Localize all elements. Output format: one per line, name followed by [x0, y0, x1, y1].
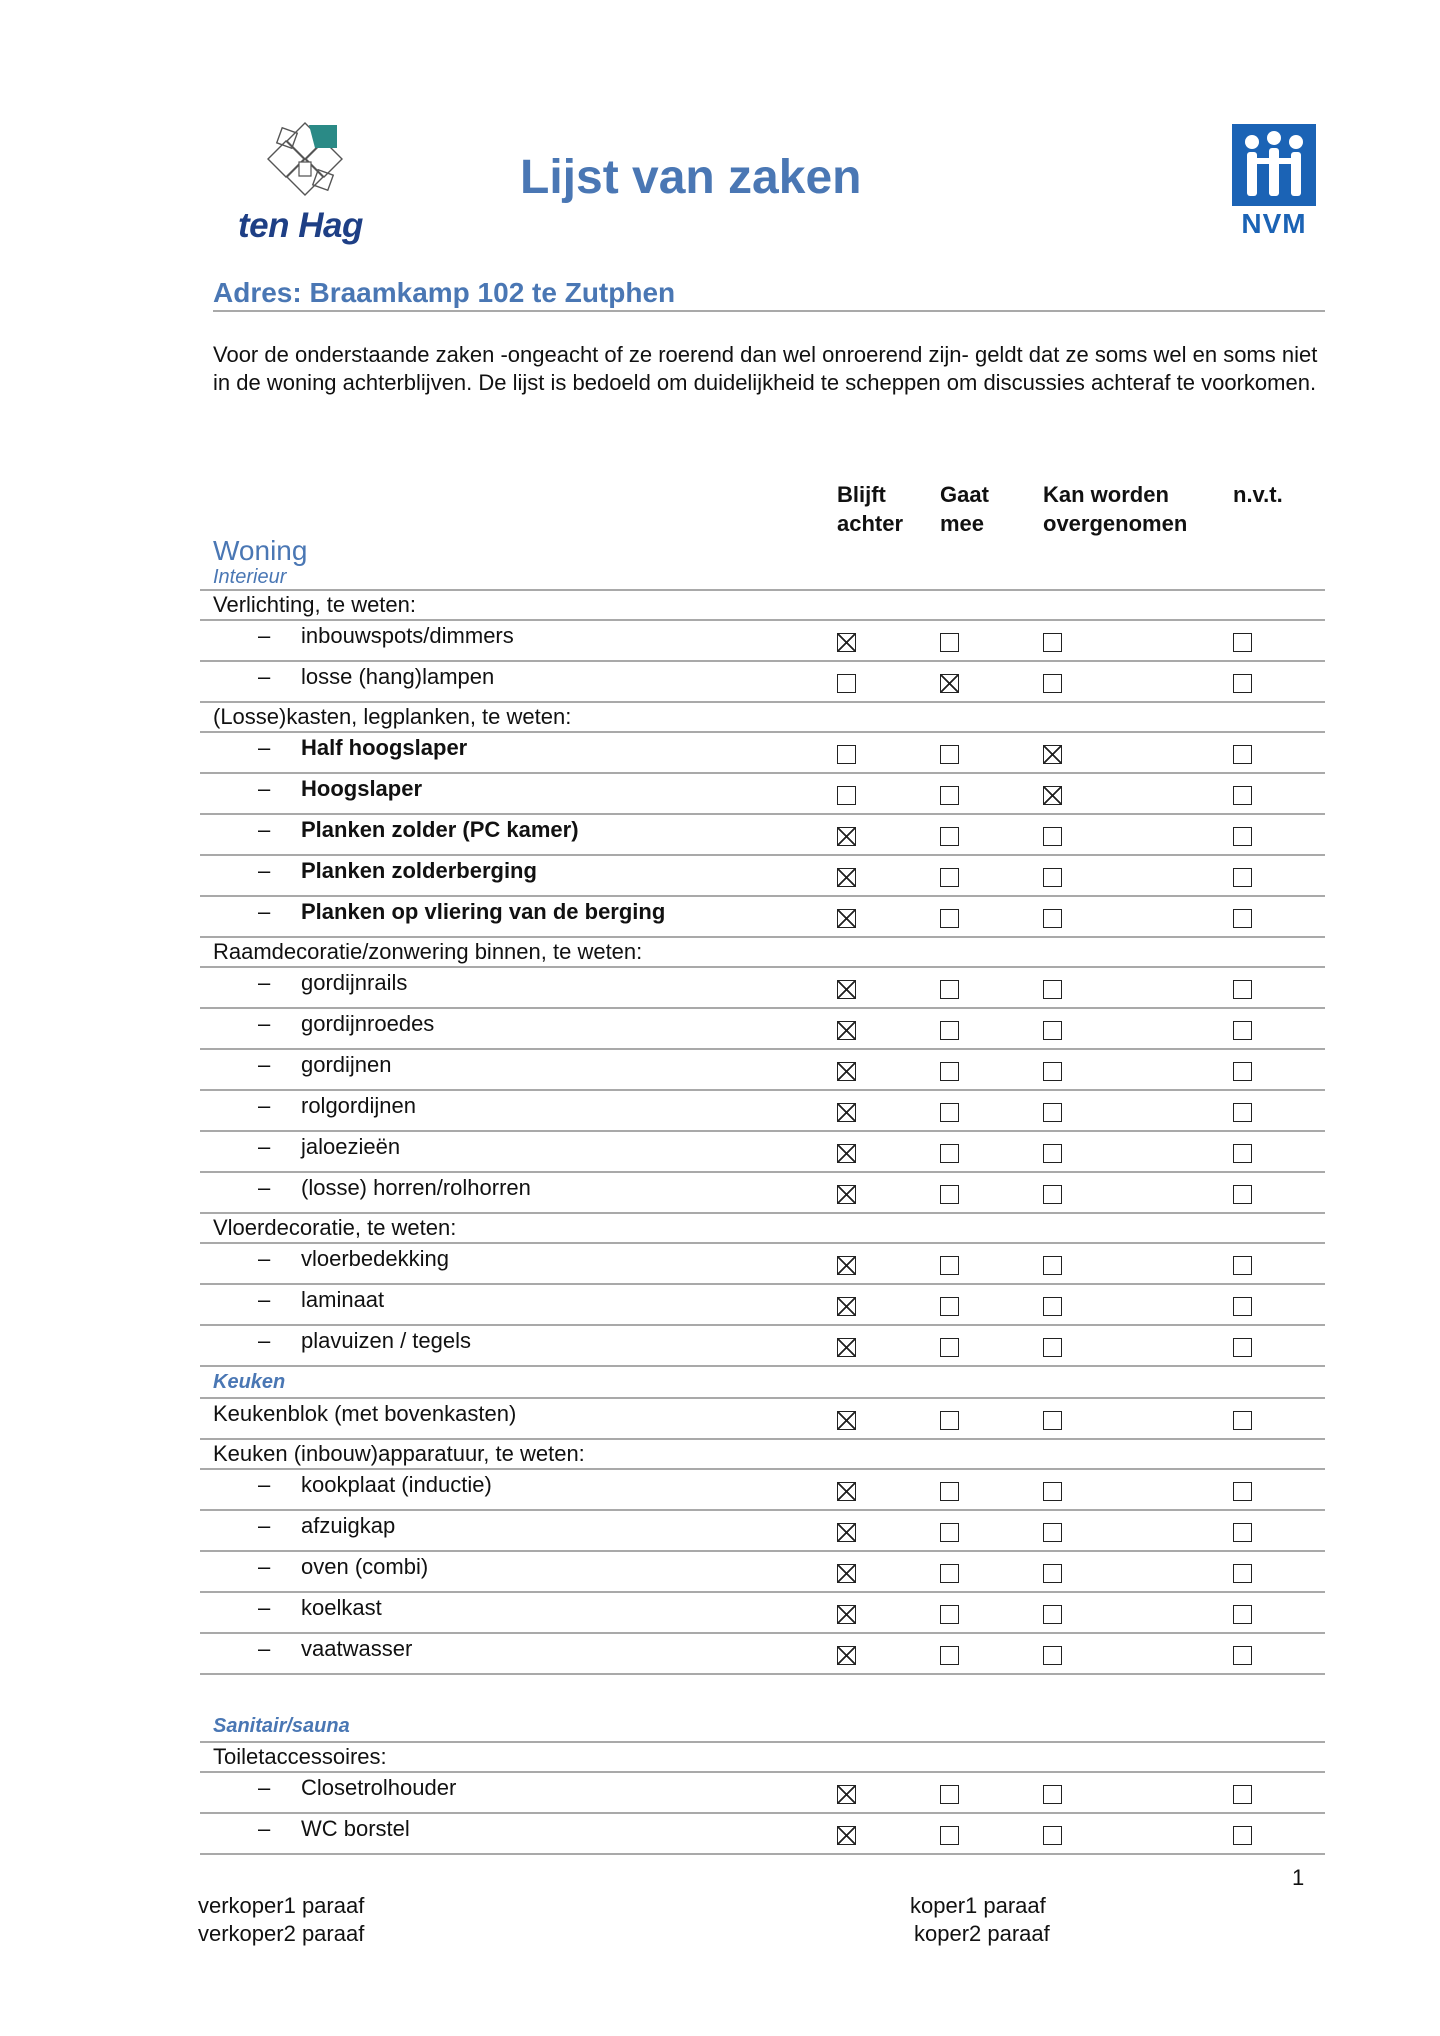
checkbox-blijft-achter[interactable]	[837, 1062, 856, 1081]
checkbox-blijft-achter[interactable]	[837, 1338, 856, 1357]
item-label: jaloezieën	[301, 1134, 401, 1159]
item-label: gordijnrails	[301, 970, 408, 995]
item-label: gordijnen	[301, 1052, 392, 1077]
checkbox-blijft-achter[interactable]	[837, 868, 856, 887]
address-heading: Adres: Braamkamp 102 te Zutphen	[213, 277, 676, 308]
checkbox-nvt[interactable]	[1233, 980, 1252, 999]
checkbox-blijft-achter[interactable]	[837, 1826, 856, 1845]
checklist-table	[200, 589, 1325, 1855]
group-header	[200, 938, 1325, 968]
checkbox-kan-worden-overgenomen[interactable]	[1043, 1297, 1062, 1316]
seller2-paraaf: verkoper2 paraaf	[198, 1921, 365, 1946]
checkbox-nvt[interactable]	[1233, 633, 1252, 652]
page-title: Lijst van zaken	[520, 151, 862, 204]
table-row: – vaatwasser	[200, 1634, 1325, 1675]
checkbox-kan-worden-overgenomen[interactable]	[1043, 786, 1062, 805]
item-label: Planken zolderberging	[301, 858, 537, 883]
group-label: (Losse)kasten, legplanken, te weten:	[213, 704, 572, 729]
checkbox-blijft-achter[interactable]	[837, 745, 856, 764]
table-row: – vloerbedekking	[200, 1244, 1325, 1285]
checkbox-kan-worden-overgenomen[interactable]	[1043, 909, 1062, 928]
group-label: Keuken (inbouw)apparatuur, te weten:	[213, 1441, 585, 1466]
checkbox-kan-worden-overgenomen[interactable]	[1043, 1185, 1062, 1204]
item-label: Closetrolhouder	[301, 1775, 457, 1800]
checkbox-gaat-mee[interactable]	[940, 1338, 959, 1357]
checkbox-nvt[interactable]	[1233, 1785, 1252, 1804]
group-header	[200, 1214, 1325, 1244]
checkbox-nvt[interactable]	[1233, 909, 1252, 928]
checkbox-gaat-mee[interactable]	[940, 1523, 959, 1542]
item-label: kookplaat (inductie)	[301, 1472, 492, 1497]
column-header-blijft-achter: Blijft achter	[837, 482, 904, 536]
page-number: 1	[1292, 1865, 1305, 1890]
checkbox-kan-worden-overgenomen[interactable]	[1043, 1785, 1062, 1804]
checkbox-kan-worden-overgenomen[interactable]	[1043, 1523, 1062, 1542]
checkbox-blijft-achter[interactable]	[837, 674, 856, 693]
checkbox-kan-worden-overgenomen[interactable]	[1043, 827, 1062, 846]
table-row: – inbouwspots/dimmers	[200, 621, 1325, 662]
checkbox-gaat-mee[interactable]	[940, 1062, 959, 1081]
group-label: Vloerdecoratie, te weten:	[213, 1215, 457, 1240]
table-row: – jaloezieën	[200, 1132, 1325, 1173]
item-label: vloerbedekking	[301, 1246, 449, 1271]
divider	[213, 310, 1325, 312]
item-label: Hoogslaper	[301, 776, 423, 801]
checkbox-nvt[interactable]	[1233, 1411, 1252, 1430]
checkbox-nvt[interactable]	[1233, 745, 1252, 764]
checkbox-nvt[interactable]	[1233, 1021, 1252, 1040]
pinwheel-icon	[255, 118, 355, 208]
checkbox-blijft-achter[interactable]	[837, 1482, 856, 1501]
checkbox-blijft-achter[interactable]	[837, 1256, 856, 1275]
item-label: losse (hang)lampen	[301, 664, 495, 689]
checkbox-gaat-mee[interactable]	[940, 1605, 959, 1624]
table-row: – (losse) horren/rolhorren	[200, 1173, 1325, 1214]
group-header	[200, 1440, 1325, 1470]
checkbox-nvt[interactable]	[1233, 674, 1252, 693]
seller-initials	[198, 1892, 364, 1948]
checkbox-kan-worden-overgenomen[interactable]	[1043, 1103, 1062, 1122]
item-label: plavuizen / tegels	[301, 1328, 471, 1353]
item-label: Half hoogslaper	[301, 735, 468, 760]
checkbox-gaat-mee[interactable]	[940, 980, 959, 999]
item-label: vaatwasser	[301, 1636, 413, 1661]
checkbox-kan-worden-overgenomen[interactable]	[1043, 1646, 1062, 1665]
buyer-initials	[910, 1892, 1050, 1948]
table-row: – Closetrolhouder	[200, 1773, 1325, 1814]
checkbox-nvt[interactable]	[1233, 1482, 1252, 1501]
group-header	[200, 703, 1325, 733]
subsection-row-keuken	[200, 1367, 1325, 1399]
checkbox-blijft-achter[interactable]	[837, 1523, 856, 1542]
checkbox-blijft-achter[interactable]	[837, 1144, 856, 1163]
table-row: – rolgordijnen	[200, 1091, 1325, 1132]
subsection-row-sanitair	[200, 1711, 1325, 1743]
checkbox-nvt[interactable]	[1233, 1103, 1252, 1122]
checkbox-gaat-mee[interactable]	[940, 745, 959, 764]
checkbox-blijft-achter[interactable]	[837, 827, 856, 846]
item-label: rolgordijnen	[301, 1093, 416, 1118]
checkbox-nvt[interactable]	[1233, 827, 1252, 846]
checkbox-blijft-achter[interactable]	[837, 1021, 856, 1040]
checkbox-nvt[interactable]	[1233, 1523, 1252, 1542]
intro-paragraph: Voor de onderstaande zaken -ongeacht of ze roerend dan wel onroerend zijn- geldt dat ze soms wel en soms niet in de woning achterblijven. De lijst is bedoeld om duidelijkheid te scheppen om discussies achteraf te voorkomen.	[213, 342, 1318, 395]
checkbox-blijft-achter[interactable]	[837, 786, 856, 805]
subsection-sanitair: Sanitair/sauna	[213, 1715, 350, 1737]
checkbox-blijft-achter[interactable]	[837, 1411, 856, 1430]
checkbox-blijft-achter[interactable]	[837, 909, 856, 928]
section-heading-woning: Woning	[213, 535, 308, 566]
table-row: – Hoogslaper	[200, 774, 1325, 815]
checkbox-gaat-mee[interactable]	[940, 786, 959, 805]
checkbox-kan-worden-overgenomen[interactable]	[1043, 745, 1062, 764]
checkbox-gaat-mee[interactable]	[940, 1826, 959, 1845]
buyer1-paraaf: koper1 paraaf	[910, 1893, 1046, 1918]
column-header-nvt: n.v.t.	[1233, 482, 1283, 507]
group-label: Verlichting, te weten:	[213, 592, 417, 617]
table-row: – oven (combi)	[200, 1552, 1325, 1593]
checkbox-kan-worden-overgenomen[interactable]	[1043, 1411, 1062, 1430]
table-row: – losse (hang)lampen	[200, 662, 1325, 703]
checkbox-gaat-mee[interactable]	[940, 909, 959, 928]
ten-hag-logo-text: ten Hag	[238, 206, 363, 245]
checkbox-gaat-mee[interactable]	[940, 1646, 959, 1665]
ten-hag-logo	[235, 118, 375, 248]
table-row: – plavuizen / tegels	[200, 1326, 1325, 1367]
checkbox-gaat-mee[interactable]	[940, 1185, 959, 1204]
checkbox-blijft-achter[interactable]	[837, 980, 856, 999]
table-row: – gordijnen	[200, 1050, 1325, 1091]
subsection-interieur: Interieur	[213, 566, 287, 588]
item-label: afzuigkap	[301, 1513, 396, 1538]
item-label: Keukenblok (met bovenkasten)	[213, 1401, 517, 1426]
seller1-paraaf: verkoper1 paraaf	[198, 1893, 365, 1918]
table-row: – WC borstel	[200, 1814, 1325, 1855]
nvm-logo-text: NVM	[1241, 208, 1307, 239]
table-row	[200, 1399, 1325, 1440]
table-row: – Planken op vliering van de berging	[200, 897, 1325, 938]
checkbox-nvt[interactable]	[1233, 1646, 1252, 1665]
table-row: – afzuigkap	[200, 1511, 1325, 1552]
checkbox-kan-worden-overgenomen[interactable]	[1043, 674, 1062, 693]
group-label: Raamdecoratie/zonwering binnen, te weten:	[213, 939, 643, 964]
checkbox-gaat-mee[interactable]	[940, 868, 959, 887]
checkbox-nvt[interactable]	[1233, 1338, 1252, 1357]
checkbox-gaat-mee[interactable]	[940, 1021, 959, 1040]
item-label: Planken zolder (PC kamer)	[301, 817, 579, 842]
table-row: – gordijnrails	[200, 968, 1325, 1009]
checkbox-kan-worden-overgenomen[interactable]	[1043, 868, 1062, 887]
checkbox-gaat-mee[interactable]	[940, 1411, 959, 1430]
checkbox-gaat-mee[interactable]	[940, 1103, 959, 1122]
group-header	[200, 1743, 1325, 1773]
group-header	[200, 589, 1325, 621]
checkbox-nvt[interactable]	[1233, 1826, 1252, 1845]
nvm-logo	[1232, 124, 1316, 240]
checkbox-nvt[interactable]	[1233, 1062, 1252, 1081]
checkbox-gaat-mee[interactable]	[940, 1144, 959, 1163]
checkbox-kan-worden-overgenomen[interactable]	[1043, 980, 1062, 999]
checkbox-nvt[interactable]	[1233, 1605, 1252, 1624]
table-row: – Half hoogslaper	[200, 733, 1325, 774]
checkbox-gaat-mee[interactable]	[940, 1785, 959, 1804]
checkbox-blijft-achter[interactable]	[837, 1605, 856, 1624]
checkbox-blijft-achter[interactable]	[837, 1103, 856, 1122]
checkbox-nvt[interactable]	[1233, 1256, 1252, 1275]
item-label: (losse) horren/rolhorren	[301, 1175, 531, 1200]
checkbox-nvt[interactable]	[1233, 1185, 1252, 1204]
item-label: oven (combi)	[301, 1554, 429, 1579]
checkbox-kan-worden-overgenomen[interactable]	[1043, 1605, 1062, 1624]
checkbox-gaat-mee[interactable]	[940, 827, 959, 846]
checkbox-kan-worden-overgenomen[interactable]	[1043, 1826, 1062, 1845]
checkbox-kan-worden-overgenomen[interactable]	[1043, 633, 1062, 652]
item-label: koelkast	[301, 1595, 382, 1620]
item-label: WC borstel	[301, 1816, 410, 1841]
item-label: Planken op vliering van de berging	[301, 899, 666, 924]
checkbox-gaat-mee[interactable]	[940, 674, 959, 693]
checkbox-blijft-achter[interactable]	[837, 1646, 856, 1665]
checkbox-nvt[interactable]	[1233, 1144, 1252, 1163]
table-row: – kookplaat (inductie)	[200, 1470, 1325, 1511]
checkbox-blijft-achter[interactable]	[837, 1564, 856, 1583]
column-header-kan-worden-overgenomen: Kan worden overgenomen	[1043, 482, 1188, 536]
checkbox-blijft-achter[interactable]	[837, 1785, 856, 1804]
buyer2-paraaf: koper2 paraaf	[914, 1921, 1050, 1946]
checkbox-gaat-mee[interactable]	[940, 1482, 959, 1501]
table-row: – Planken zolder (PC kamer)	[200, 815, 1325, 856]
table-row: – Planken zolderberging	[200, 856, 1325, 897]
checkbox-kan-worden-overgenomen[interactable]	[1043, 1256, 1062, 1275]
checkbox-gaat-mee[interactable]	[940, 633, 959, 652]
checkbox-kan-worden-overgenomen[interactable]	[1043, 1338, 1062, 1357]
checkbox-kan-worden-overgenomen[interactable]	[1043, 1144, 1062, 1163]
checkbox-blijft-achter[interactable]	[837, 1185, 856, 1204]
checkbox-nvt[interactable]	[1233, 1297, 1252, 1316]
group-label: Toiletaccessoires:	[213, 1744, 387, 1769]
checkbox-nvt[interactable]	[1233, 786, 1252, 805]
checkbox-gaat-mee[interactable]	[940, 1297, 959, 1316]
spacer	[200, 1675, 1325, 1711]
checkbox-nvt[interactable]	[1233, 1564, 1252, 1583]
table-row: – koelkast	[200, 1593, 1325, 1634]
column-header-gaat-mee: Gaat mee	[940, 482, 989, 536]
item-label: gordijnroedes	[301, 1011, 435, 1036]
subsection-keuken: Keuken	[213, 1371, 286, 1393]
table-row: – laminaat	[200, 1285, 1325, 1326]
table-row: – gordijnroedes	[200, 1009, 1325, 1050]
checkbox-nvt[interactable]	[1233, 868, 1252, 887]
checkbox-kan-worden-overgenomen[interactable]	[1043, 1021, 1062, 1040]
checkbox-blijft-achter[interactable]	[837, 1297, 856, 1316]
checkbox-kan-worden-overgenomen[interactable]	[1043, 1564, 1062, 1583]
checkbox-blijft-achter[interactable]	[837, 633, 856, 652]
checkbox-gaat-mee[interactable]	[940, 1256, 959, 1275]
checkbox-kan-worden-overgenomen[interactable]	[1043, 1482, 1062, 1501]
item-label: laminaat	[301, 1287, 385, 1312]
checkbox-kan-worden-overgenomen[interactable]	[1043, 1062, 1062, 1081]
checkbox-gaat-mee[interactable]	[940, 1564, 959, 1583]
item-label: inbouwspots/dimmers	[301, 623, 514, 648]
nvm-figures-icon	[1232, 124, 1316, 206]
